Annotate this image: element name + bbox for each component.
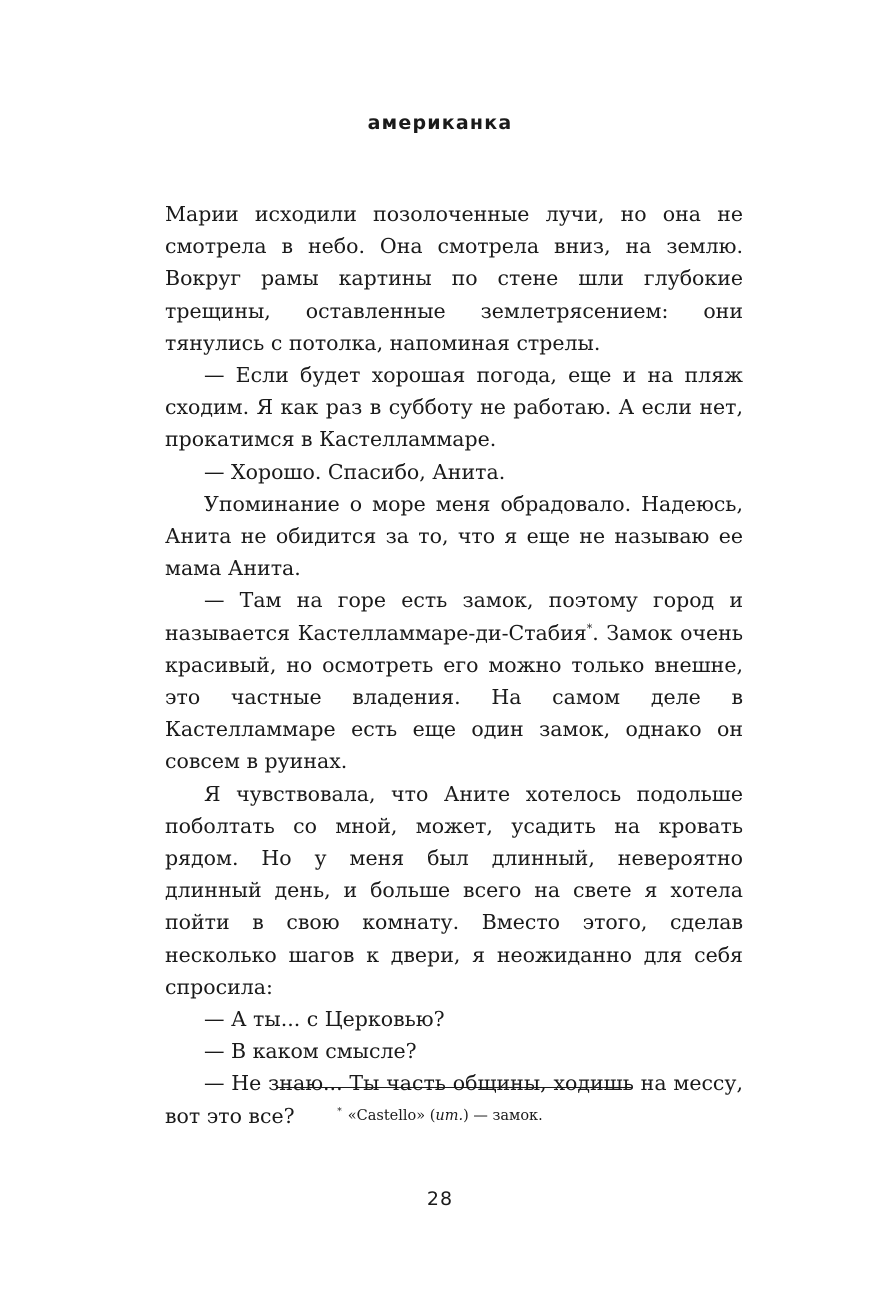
footnote-divider [276, 1087, 632, 1088]
paragraph-text-before-ref: — Там на горе есть замок, поэтому город и называется Кастелламмаре-ди-Стабия [165, 588, 743, 645]
paragraph: Марии исходили позолоченные лучи, но она не смотрела в небо. Она смотрела вниз, на землю. Вокруг рамы картины по стене шли глубокие трещины, оставленные землетрясением: они тянулись с потолка, напоминая стрелы. [165, 202, 743, 355]
paragraph: Я чувствовала, что Аните хотелось подольше поболтать со мной, может, усадить на кровать рядом. Но у меня был длинный, невероятно длинный день, и больше всего на свете я хотела пойти в свою комнату. Вместо этого, сделав несколько шагов к двери, я неожиданно для себя спросила: [165, 781, 743, 999]
footnote-term: «Castello» [347, 1108, 426, 1124]
body-text [165, 198, 743, 1132]
footnote-definition: — замок. [473, 1108, 543, 1124]
paragraph: — В каком смысле? [204, 1039, 417, 1064]
footnote-mark: * [337, 1107, 342, 1118]
paragraph-text-after-ref: . Замок очень красивый, но осмотреть его можно только внешне, это частные владения. На самом деле в Кастелламмаре есть еще один замок, однако он совсем в руинах. [165, 620, 743, 774]
paragraph: — Хорошо. Спасибо, Анита. [204, 459, 506, 484]
footnote [0, 1108, 880, 1124]
page-number: 28 [426, 1188, 454, 1210]
running-head: американка [367, 112, 513, 134]
paragraph: — Если будет хорошая погода, еще и на пляж сходим. Я как раз в субботу не работаю. А если нет, прокатимся в Кастелламмаре. [165, 363, 743, 452]
footnote-language: ит. [435, 1108, 464, 1124]
footnote-reference: * [586, 621, 593, 635]
paragraph: — А ты... с Церковью? [204, 1007, 445, 1032]
paragraph: Упоминание о море меня обрадовало. Надеюсь, Анита не обидится за то, что я еще не называю ее мама Анита. [165, 491, 743, 581]
footnote-lang-open: ( [429, 1108, 436, 1124]
footnote-lang-close: ) [463, 1108, 469, 1124]
paragraph-with-footnote [165, 584, 743, 777]
paragraph: — Не знаю... Ты часть общины, ходишь на мессу, вот это все? [165, 1071, 743, 1128]
